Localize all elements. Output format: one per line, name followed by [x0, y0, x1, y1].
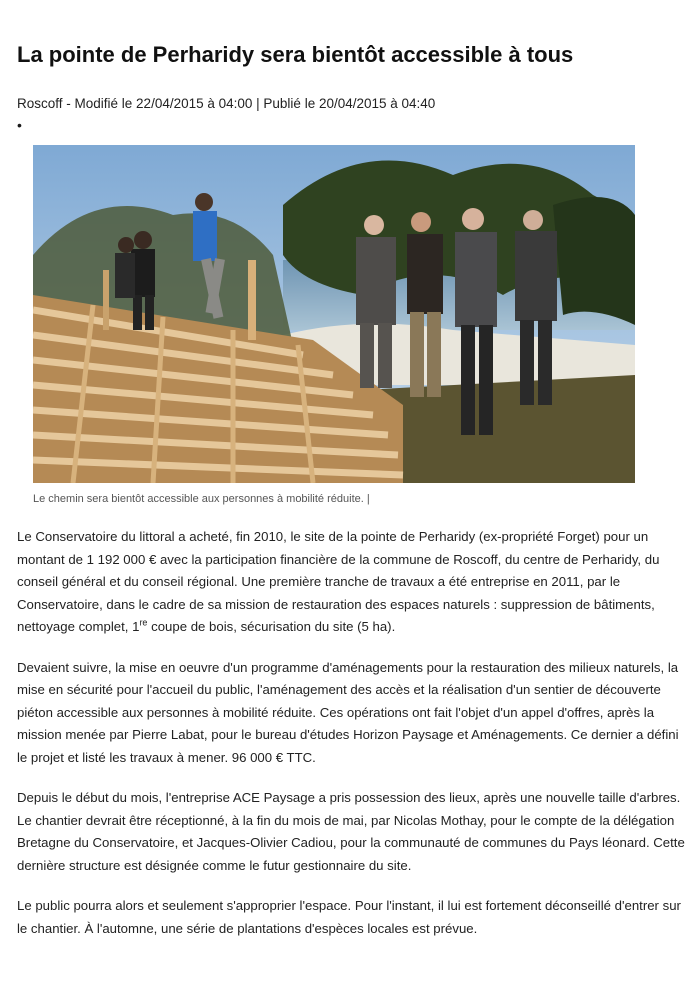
- ordinal-superscript: re: [139, 617, 148, 628]
- paragraph-1-text: Le Conservatoire du littoral a acheté, fin 2010, le site de la pointe de Perharidy (ex-propriété Forget) pour un montant de 1 192 000 € avec la participation financière de la commune de Roscoff, du centre de Perharidy, du conseil général et du conseil régional. Une première tranche de travaux a été entreprise en 2011, par le Conservatoire, dans le cadre de sa mission de restauration des espaces naturels : suppression de bâtiments, nettoyage complet, 1: [17, 529, 660, 634]
- paragraph-1-text-end: coupe de bois, sécurisation du site (5 ha).: [147, 619, 396, 634]
- article-body: [17, 526, 685, 958]
- paragraph-4: Le public pourra alors et seulement s'approprier l'espace. Pour l'instant, il lui est fortement déconseillé d'entrer sur le chantier. À l'automne, une série de plantations d'espèces locales est prévue.: [17, 898, 681, 936]
- paragraph-1: [17, 526, 685, 639]
- paragraph-3: Depuis le début du mois, l'entreprise ACE Paysage a pris possession des lieux, après une nouvelle taille d'arbres. Le chantier devrait être réceptionné, à la fin du mois de mai, par Nicolas Mothay, pour le compte de la délégation Bretagne du Conservatoire, et Jacques-Olivier Cadiou, pour la communauté de communes du Pays léonard. Cette dernière structure est désignée comme le futur gestionnaire du site.: [17, 790, 685, 873]
- article-meta: Roscoff - Modifié le 22/04/2015 à 04:00 | Publié le 20/04/2015 à 04:40: [17, 96, 436, 111]
- list-bullet: •: [17, 117, 22, 133]
- paragraph-2: Devaient suivre, la mise en oeuvre d'un programme d'aménagements pour la restauration des milieux naturels, la mise en sécurité pour l'accueil du public, l'aménagement des accès et la réalisation d'un sentier de découverte piéton accessible aux personnes à mobilité réduite. Ces opérations ont fait l'objet d'un appel d'offres, après la mission menée par Pierre Labat, pour le bureau d'études Horizon Paysage et Aménagements. Ce dernier a défini le projet et listé les travaux à mener. 96 000 € TTC.: [17, 659, 679, 765]
- photo-caption: Le chemin sera bientôt accessible aux personnes à mobilité réduite. |: [33, 493, 370, 505]
- article-photo: [33, 145, 635, 483]
- article-title: La pointe de Perharidy sera bientôt accessible à tous: [17, 42, 574, 67]
